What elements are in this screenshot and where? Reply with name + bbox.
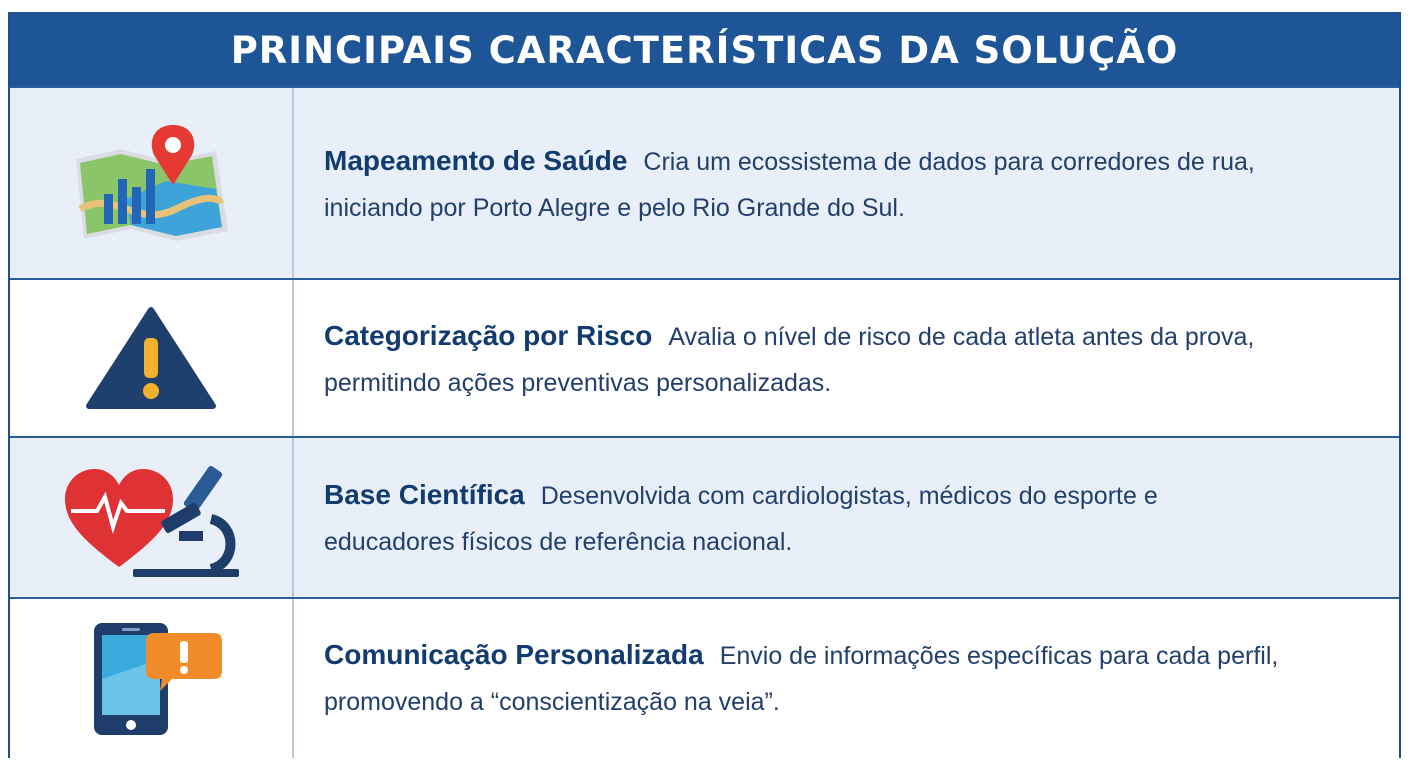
feature-title: Mapeamento de Saúde (324, 144, 628, 176)
warning-triangle-icon (81, 304, 221, 414)
feature-description (324, 472, 1158, 565)
icon-cell (10, 438, 294, 599)
feature-body-line1: Cria um ecossistema de dados para corredores de rua, (643, 147, 1255, 176)
feature-title: Categorização por Risco (324, 319, 653, 351)
feature-body-line2: promovendo a “conscientização na veia”. (324, 688, 780, 716)
feature-body-line1: Envio de informações específicas para cada perfil, (719, 642, 1279, 670)
feature-body-line1: Avalia o nível de risco de cada atleta antes da prova, (668, 322, 1255, 351)
text-cell (294, 88, 1399, 280)
text-cell (294, 280, 1399, 438)
icon-cell (10, 599, 294, 758)
phone-alert-icon (76, 619, 226, 739)
feature-row-mapeamento (10, 86, 1399, 280)
icon-cell (10, 280, 294, 438)
feature-body-line1: Desenvolvida com cardiologistas, médicos do esporte e (540, 482, 1158, 510)
features-table (8, 12, 1401, 758)
heart-microscope-icon (61, 459, 241, 579)
feature-body-line2: educadores físicos de referência nacional. (324, 528, 793, 556)
feature-row-comunicacao (10, 597, 1399, 758)
icon-cell (10, 88, 294, 280)
feature-row-categorizacao (10, 278, 1399, 438)
header-bar (10, 14, 1399, 86)
feature-description (324, 138, 1255, 231)
feature-title: Base Científica (324, 479, 525, 510)
feature-description (324, 313, 1254, 406)
feature-row-base-cientifica (10, 436, 1399, 599)
map-pin-chart-icon (66, 119, 236, 249)
feature-body-line2: iniciando por Porto Alegre e pelo Rio Grande do Sul. (324, 193, 905, 222)
feature-body-line2: permitindo ações preventivas personalizadas. (324, 368, 832, 397)
page-title: PRINCIPAIS CARACTERÍSTICAS DA SOLUÇÃO (230, 28, 1179, 72)
feature-title: Comunicação Personalizada (324, 639, 704, 670)
text-cell (294, 599, 1399, 758)
feature-description (324, 632, 1278, 725)
text-cell (294, 438, 1399, 599)
